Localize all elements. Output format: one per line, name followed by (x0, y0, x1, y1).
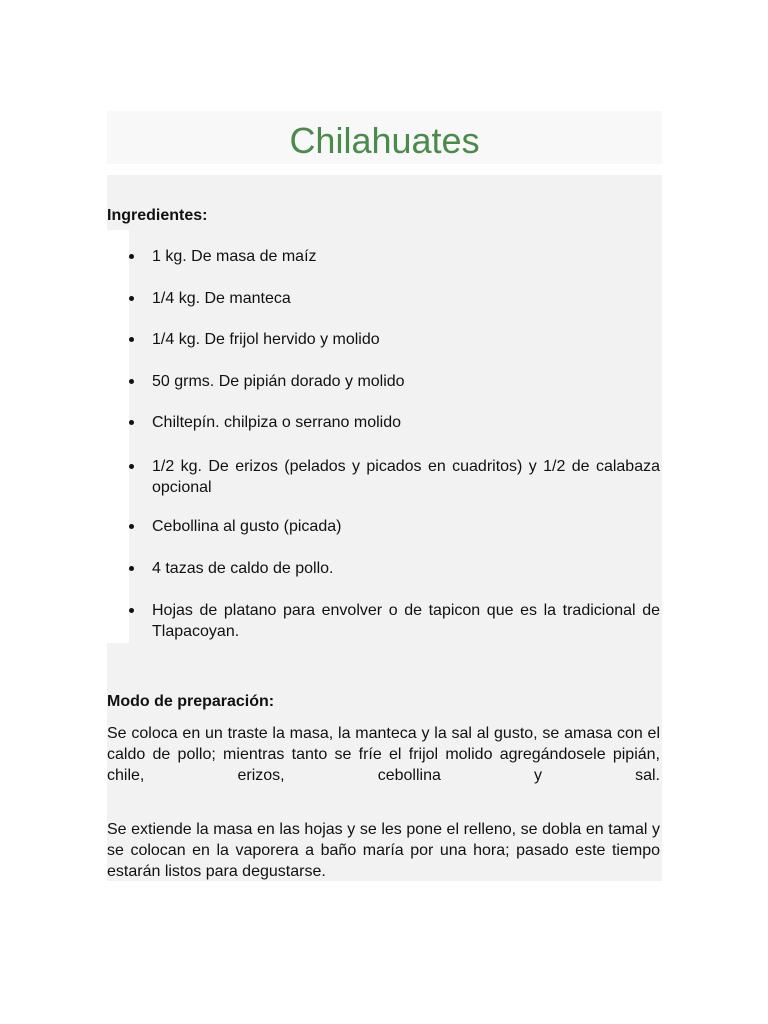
bullet-icon (129, 254, 134, 259)
bullet-icon (129, 464, 134, 469)
bullet-icon (129, 296, 134, 301)
preparation-paragraph: Se coloca en un traste la masa, la manteca y la sal al gusto, se amasa con el caldo de pollo; mientras tanto se fríe el frijol molido agregándosele pipián, chile, erizos, cebollina y sal. (107, 725, 660, 784)
bullet-icon (129, 337, 134, 342)
bullet-icon (129, 524, 134, 529)
list-item (129, 371, 660, 392)
ingredient-text: 4 tazas de caldo de pollo. (152, 560, 334, 577)
ingredient-text: Chiltepín. chilpiza o serrano molido (152, 414, 402, 431)
page-title: Chilahuates (289, 120, 480, 161)
preparation-paragraph: Se extiende la masa en las hojas y se les pone el relleno, se dobla en tamal y se colocan en la vaporera a baño maría por una hora; pasado este tiempo estarán listos para degustarse. (107, 821, 660, 880)
list-item (129, 329, 660, 350)
bullet-icon (129, 420, 134, 425)
ingredient-text: 1/4 kg. De manteca (152, 290, 291, 307)
list-item (129, 600, 660, 642)
list-item (129, 516, 660, 537)
bullet-icon (129, 379, 134, 384)
ingredient-text: 1 kg. De masa de maíz (152, 248, 317, 265)
ingredient-text: Hojas de platano para envolver o de tapicon que es la tradicional de Tlapacoyan. (152, 602, 660, 640)
list-item (129, 412, 660, 433)
list-item (129, 288, 660, 309)
list-indent-margin (107, 230, 129, 643)
ingredient-text: 50 grms. De pipián dorado y molido (152, 373, 405, 390)
bullet-icon (129, 608, 134, 613)
ingredient-text: Cebollina al gusto (picada) (152, 518, 342, 535)
list-item (129, 558, 660, 579)
preparation-heading: Modo de preparación: (107, 693, 275, 710)
list-item (129, 246, 660, 267)
title-band (107, 111, 662, 164)
ingredients-heading: Ingredientes: (107, 207, 208, 224)
ingredient-text: 1/4 kg. De frijol hervido y molido (152, 331, 380, 348)
ingredient-text: 1/2 kg. De erizos (pelados y picados en cuadritos) y 1/2 de calabaza opcional (152, 458, 660, 496)
list-item (129, 456, 660, 498)
bullet-icon (129, 566, 134, 571)
